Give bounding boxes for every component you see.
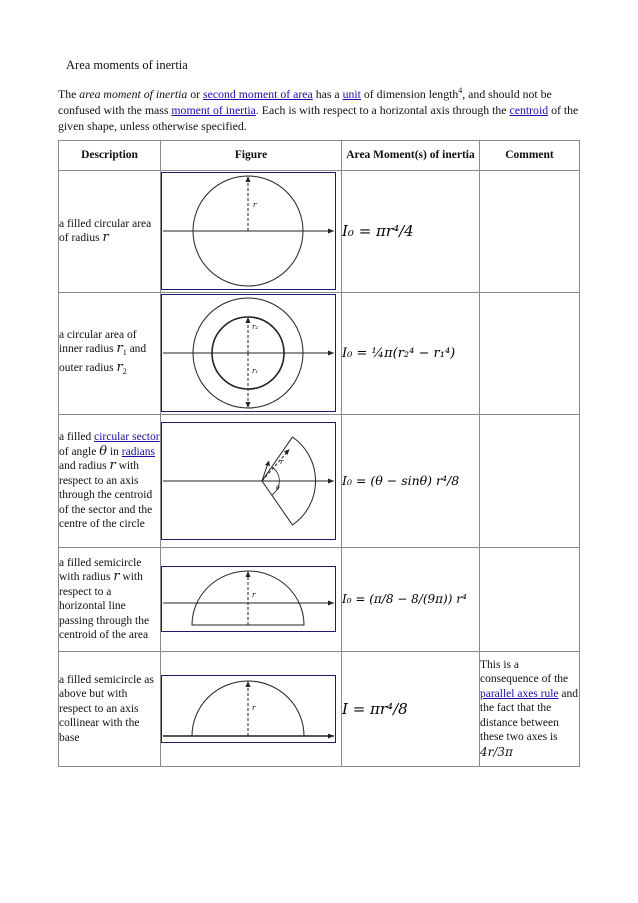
description-text: a filled semicircle with radius [59, 556, 142, 584]
inner-radius-label: r₁ [252, 367, 259, 376]
link-centroid[interactable]: centroid [509, 102, 549, 117]
description-text: a circular area of inner radius [59, 328, 137, 356]
row-comment [480, 170, 580, 292]
header-comment: Comment [480, 140, 580, 170]
formula-text: I₀ = ¼π(r₂⁴ − r₁⁴) [342, 346, 456, 362]
formula-semicircle-base [342, 694, 476, 724]
link-radians[interactable]: radians [121, 445, 155, 458]
row-formula [342, 547, 480, 651]
row-comment [480, 292, 580, 414]
intro-text: . Each is with respect to a horizontal axis through the [255, 102, 510, 117]
description-text: and outer radius [59, 343, 147, 374]
radius-label: r [252, 703, 256, 712]
table-row [59, 547, 580, 651]
semicircle-centroid-figure [161, 566, 336, 632]
description-text: in [109, 445, 119, 458]
header-description: Description [59, 140, 161, 170]
circular-sector-figure [161, 422, 336, 540]
row-formula [342, 292, 480, 414]
document-page [58, 58, 580, 767]
filled-circle-figure [161, 172, 336, 290]
link-circular-sector[interactable]: circular sector [94, 431, 160, 444]
intro-superscript: 4 [458, 86, 463, 95]
math-variable: r [113, 569, 120, 585]
row-figure [161, 547, 342, 651]
annulus-figure [161, 294, 336, 412]
outer-radius-label: r₂ [252, 323, 259, 332]
description-text: and radius [59, 460, 107, 473]
radius-label: r [252, 591, 256, 600]
description-text: with respect to a horizontal line passing through the centroid of the area [59, 571, 150, 642]
description-text: of angle [59, 445, 97, 458]
page-title: Area moments of inertia [66, 58, 188, 72]
formula-sector [342, 463, 476, 499]
description-text: a filled circular area of radius [59, 217, 152, 245]
table-row [59, 292, 580, 414]
row-formula [342, 170, 480, 292]
formula-text: I₀ = (θ − sinθ) r⁴/8 [342, 472, 460, 488]
intro-text: , and should not be confused with the mass [58, 86, 552, 117]
description-text: a filled semicircle as above but with respect to an axis collinear with the base [59, 673, 154, 744]
description-text: with respect to an axis through the centroid of the sector and the centre of the circle [59, 460, 153, 531]
math-variable: r [102, 230, 109, 246]
link-moment-of-inertia[interactable]: moment of inertia [171, 102, 256, 117]
row-description [59, 414, 161, 547]
table-header-row [59, 140, 580, 170]
table-row [59, 170, 580, 292]
intro-text: has a [312, 86, 343, 101]
row-figure [161, 414, 342, 547]
intro-text: The [58, 86, 80, 101]
math-variable: r [109, 458, 116, 474]
row-description [59, 292, 161, 414]
row-figure [161, 651, 342, 766]
header-figure: Figure [161, 140, 342, 170]
intro-paragraph [58, 83, 580, 134]
formula-text: I₀ = πr⁴/4 [342, 222, 414, 241]
description-text: a filled [59, 431, 92, 444]
link-parallel-axes-rule[interactable]: parallel axes rule [480, 687, 559, 700]
intro-text: of dimension length [360, 86, 459, 101]
row-comment [480, 547, 580, 651]
row-figure [161, 170, 342, 292]
radius-label: r [253, 201, 257, 210]
header-moment: Area Moment(s) of inertia [342, 140, 480, 170]
semicircle-base-figure [161, 675, 336, 743]
radius-label: r [280, 457, 284, 466]
math-variable: θ [99, 443, 108, 459]
angle-label: θ [276, 484, 280, 492]
row-description [59, 651, 161, 766]
table-row [59, 414, 580, 547]
math-variable: r [116, 341, 123, 357]
table-row [59, 651, 580, 766]
row-description [59, 170, 161, 292]
math-subscript: 2 [122, 366, 127, 376]
intro-text: of the given shape, unless otherwise specified. [58, 102, 579, 133]
formula-circle [342, 216, 474, 246]
inertia-table [58, 140, 580, 767]
comment-text: and the fact that the distance between these two axes is [480, 687, 579, 744]
row-figure [161, 292, 342, 414]
row-comment [480, 651, 580, 766]
intro-emphasis: area moment of inertia [79, 86, 188, 101]
row-formula [342, 651, 480, 766]
math-subscript: 1 [122, 348, 127, 358]
formula-text: I₀ = (π/8 − 8/(9π)) r⁴ [342, 592, 467, 607]
formula-semicircle-centroid [342, 581, 476, 617]
intro-text: or [187, 86, 204, 101]
link-unit[interactable]: unit [342, 86, 361, 101]
comment-formula: 4r/3π [480, 744, 513, 759]
row-comment [480, 414, 580, 547]
row-description [59, 547, 161, 651]
link-second-moment-of-area[interactable]: second moment of area [203, 86, 313, 101]
row-formula [342, 414, 480, 547]
math-variable: r [116, 359, 123, 375]
comment-text: This is a consequence of the [480, 658, 569, 686]
formula-text: I = πr⁴/8 [342, 699, 408, 718]
formula-annulus [342, 335, 476, 371]
